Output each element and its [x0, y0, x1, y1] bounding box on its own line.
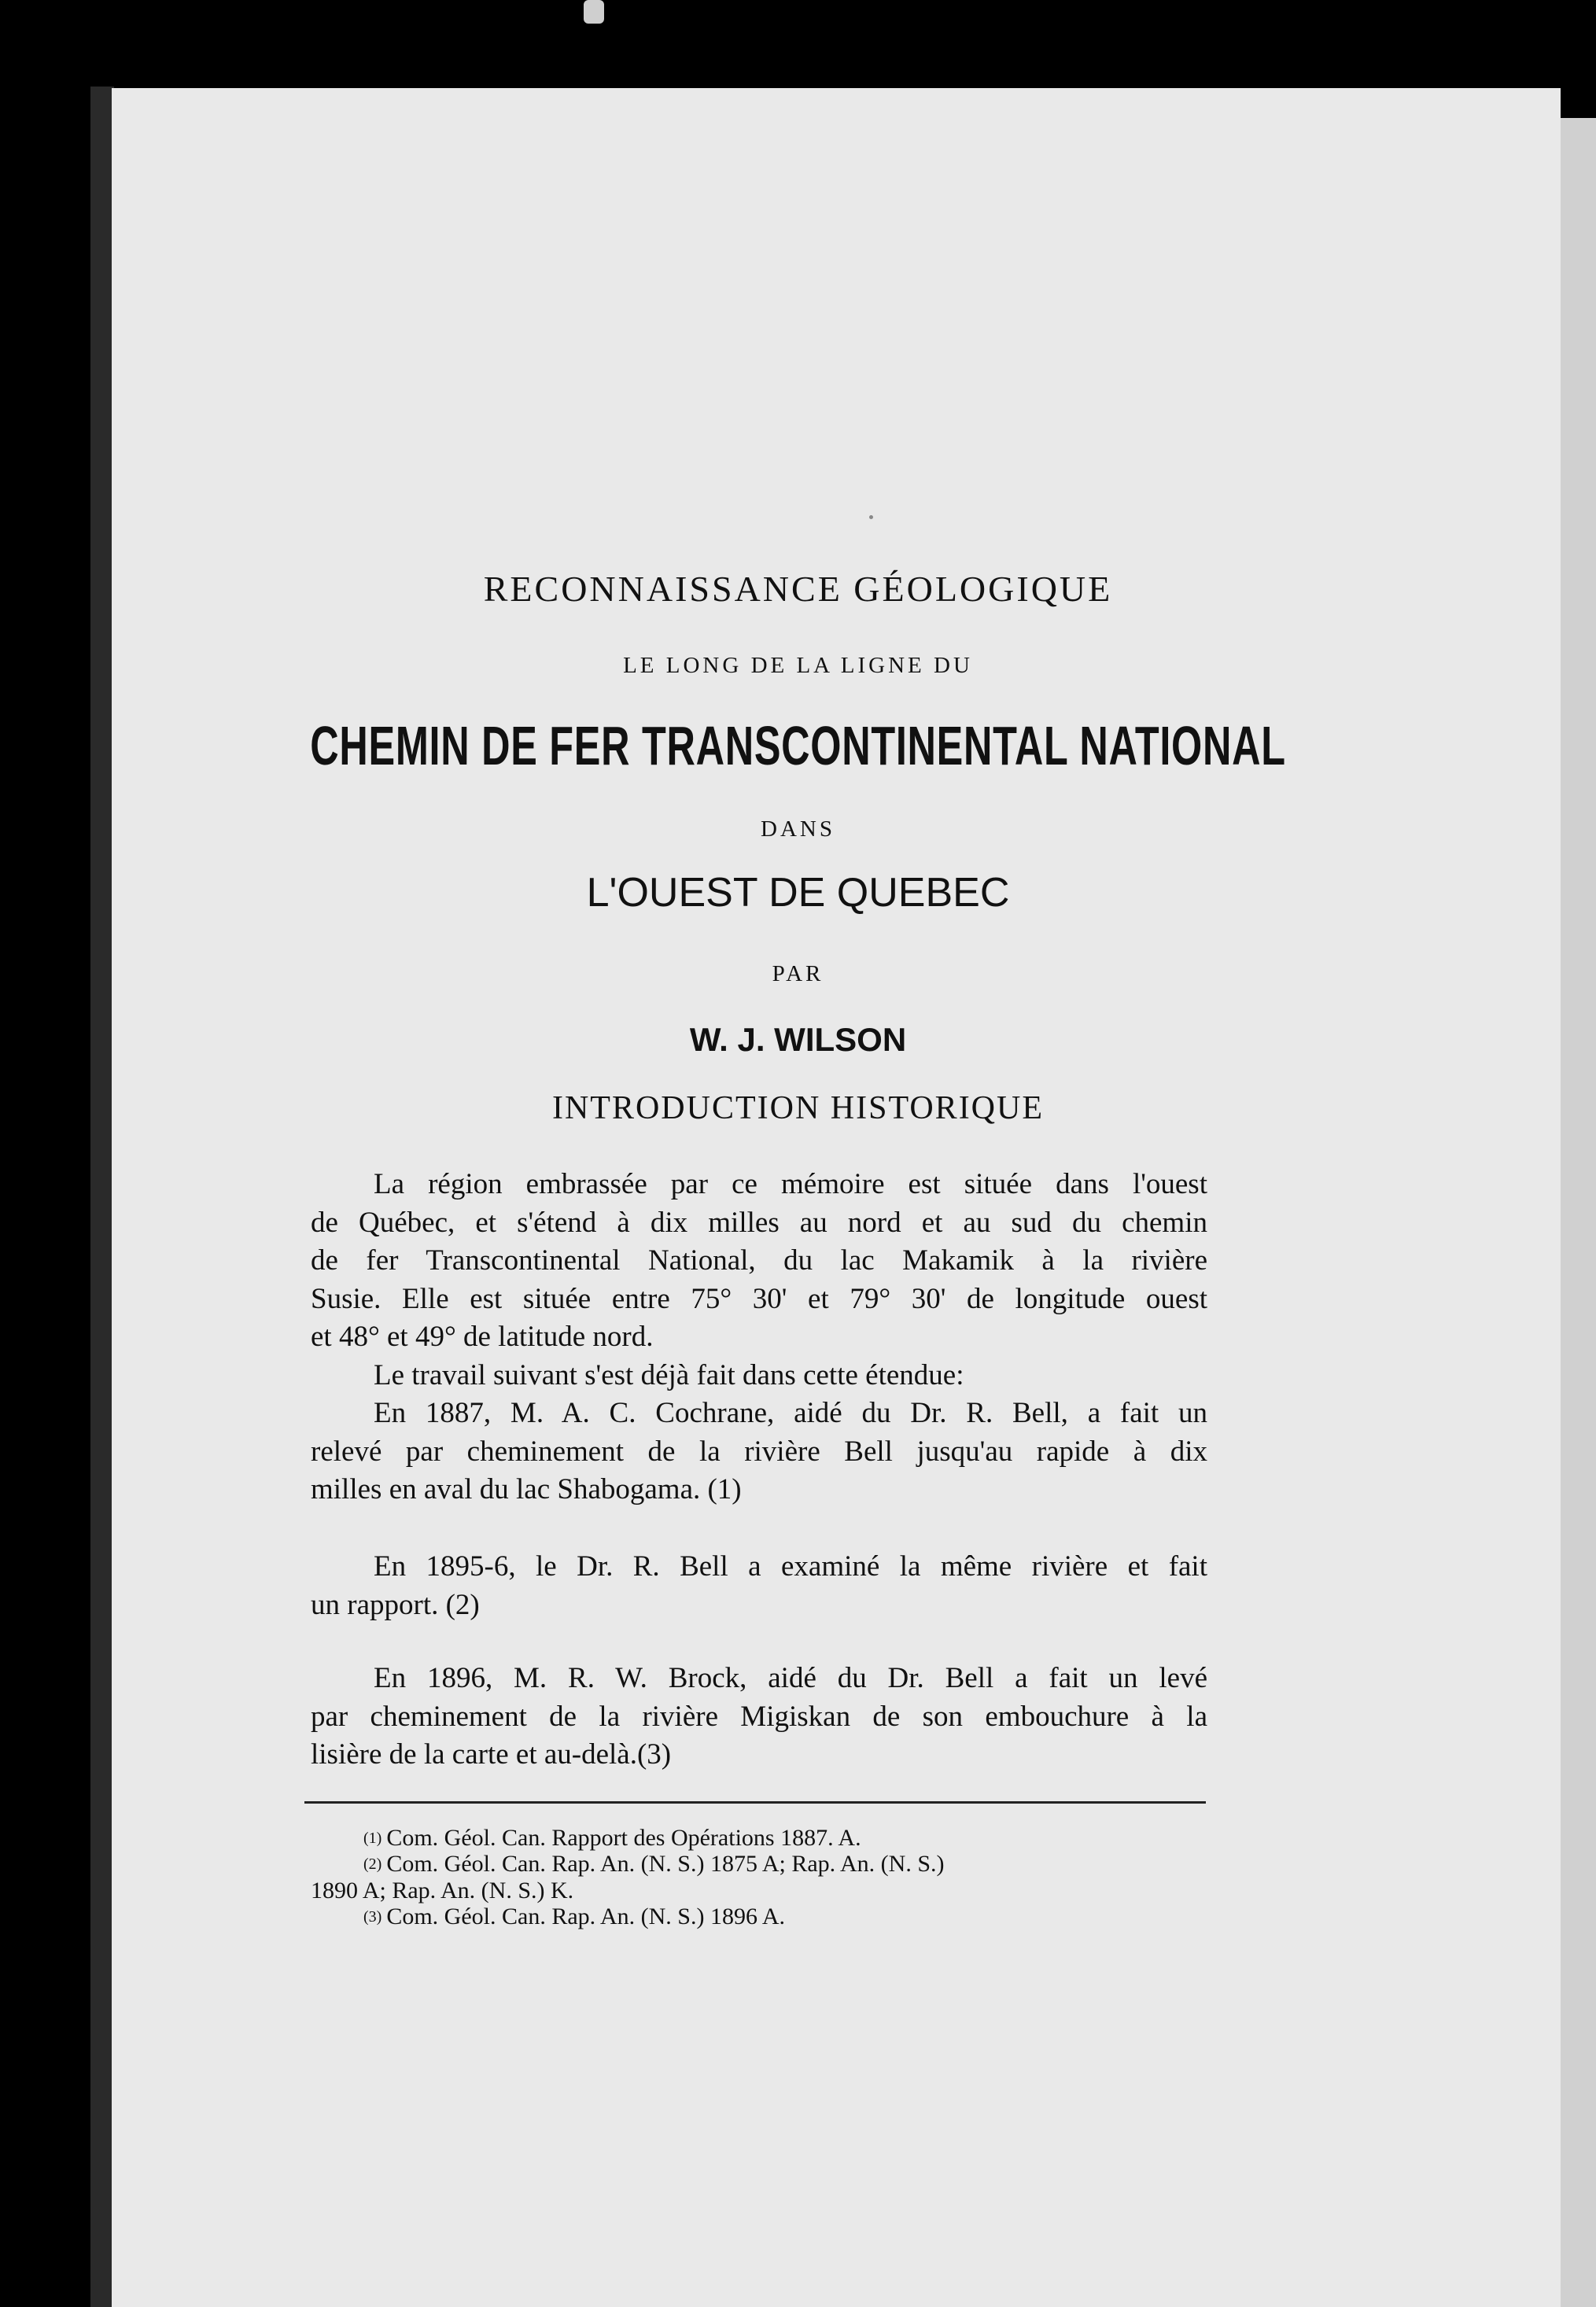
section-heading: INTRODUCTION HISTORIQUE	[551, 1090, 1045, 1126]
text-line: En 1887, M. A. C. Cochrane, aidé du Dr. R. Bell, a fait un	[374, 1397, 1207, 1429]
footnote-3	[363, 1905, 1260, 1929]
title-line-2: LE LONG DE LA LIGNE DU	[623, 653, 973, 678]
footnote-text: Com. Géol. Can. Rap. An. (N. S.) 1875 A; Rap. An. (N. S.)	[386, 1851, 945, 1877]
by-label: PAR	[772, 961, 824, 986]
footnote-2	[363, 1852, 1260, 1876]
footnote-marker: (1)	[363, 1830, 382, 1847]
text-line: et 48° et 49° de latitude nord.	[311, 1321, 654, 1353]
text-line: En 1896, M. R. W. Brock, aidé du Dr. Bell a fait un levé	[374, 1662, 1207, 1694]
scan-artifact	[584, 0, 604, 24]
title-line-1: RECONNAISSANCE GÉOLOGIQUE	[483, 569, 1113, 609]
paragraph-intro	[311, 1166, 1207, 1509]
title-line-3: CHEMIN DE FER TRANSCONTINENTAL NATIONAL	[310, 715, 1286, 776]
text-line: de fer Transcontinental National, du lac Makamik à la rivière	[311, 1244, 1207, 1277]
scan-left-edge	[90, 87, 114, 2307]
footnote-text: Com. Géol. Can. Rap. An. (N. S.) 1896 A.	[386, 1903, 785, 1929]
text-line: un rapport. (2)	[311, 1588, 480, 1621]
text-line: Susie. Elle est située entre 75° 30' et 79° 30' de longitude ouest	[311, 1282, 1207, 1315]
text-line: En 1895-6, le Dr. R. Bell a examiné la même rivière et fait	[374, 1550, 1207, 1583]
scan-right-edge	[1561, 118, 1596, 2307]
text-line: par cheminement de la rivière Migiskan de son embouchure à la	[311, 1700, 1207, 1733]
footnote-1	[363, 1826, 1260, 1850]
footnote-rule	[304, 1801, 1206, 1804]
paragraph-1895	[311, 1548, 1207, 1624]
paragraph-1896	[311, 1660, 1207, 1774]
footnote-marker: (3)	[363, 1908, 382, 1926]
author-name: W. J. WILSON	[689, 1021, 907, 1058]
footnote-text: Com. Géol. Can. Rapport des Opérations 1887. A.	[386, 1825, 861, 1851]
text-line: relevé par cheminement de la rivière Bell jusqu'au rapide à dix	[311, 1435, 1207, 1468]
text-line: de Québec, et s'étend à dix milles au nord et au sud du chemin	[311, 1206, 1207, 1239]
title-line-5: L'OUEST DE QUEBEC	[586, 870, 1010, 916]
text-line: Le travail suivant s'est déjà fait dans cette étendue:	[374, 1358, 964, 1391]
text-line: La région embrassée par ce mémoire est située dans l'ouest	[374, 1168, 1207, 1200]
text-line: lisière de la carte et au-delà.(3)	[311, 1738, 672, 1771]
text-line: milles en aval du lac Shabogama. (1)	[311, 1473, 742, 1505]
title-line-4: DANS	[761, 816, 835, 842]
footnote-2-continued: 1890 A; Rap. An. (N. S.) K.	[311, 1878, 574, 1903]
footnote-marker: (2)	[363, 1856, 382, 1873]
scan-speck	[869, 515, 873, 519]
